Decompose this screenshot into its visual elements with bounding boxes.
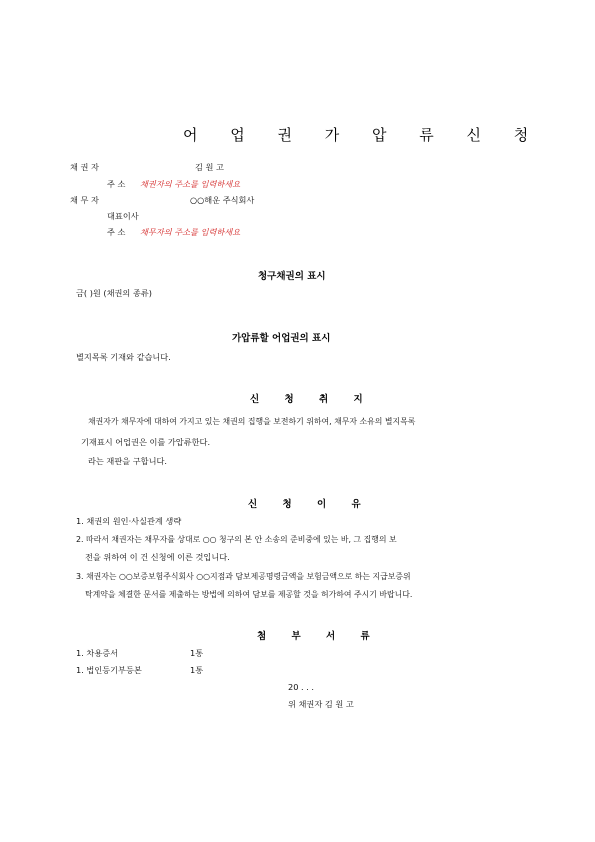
claim-heading: 청구채권의 표시 — [258, 271, 326, 282]
document-title: 어 업 권 가 압 류 신 청 — [183, 126, 543, 144]
creditor-name: 김 원 고 — [195, 162, 224, 172]
attachment-item-count: 1통 — [190, 665, 204, 675]
fishery-right-line: 별지목록 기재와 같습니다. — [76, 352, 171, 362]
debtor-representative-label: 대표이사 — [107, 211, 139, 221]
reason-item-2-line-1: 2. 따라서 채권자는 채무자를 상대로 ○○ 청구의 본 안 소송의 준비중에 있는 바, 그 집행의 보 — [76, 535, 397, 544]
attachments-heading: 첨 부 서 류 — [257, 631, 381, 642]
reasons-heading: 신 청 이 유 — [248, 499, 372, 510]
fishery-right-heading: 가압류할 어업권의 표시 — [232, 333, 331, 344]
signer-line: 위 채권자 김 원 고 — [288, 699, 354, 709]
debtor-label: 채 무 자 — [70, 195, 99, 205]
debtor-address-field[interactable]: 채무자의 주소를 입력하세요 — [140, 227, 241, 237]
reason-item-2-line-2: 전을 위하여 이 건 신청에 이른 것입니다. — [85, 552, 230, 562]
attachment-item-name: 1. 법인등기부등본 — [76, 665, 142, 675]
creditor-label: 채 권 자 — [70, 162, 99, 172]
reason-item-1: 1. 채권의 원인·사실관계 생략 — [76, 516, 182, 526]
creditor-address-label: 주 소 — [107, 179, 126, 189]
purpose-line-1: 채권자가 채무자에 대하여 가지고 있는 채권의 집행을 보전하기 위하여, 채무자 소유의 별지목록 — [88, 417, 416, 426]
purpose-line-2: 기재표시 어업권은 이를 가압류한다. — [81, 437, 211, 447]
purpose-line-3: 라는 재판을 구합니다. — [88, 456, 167, 466]
claim-amount-line: 금( )원 (채권의 종류) — [76, 288, 152, 298]
date-line: 20 . . . — [288, 682, 315, 692]
attachment-item-name: 1. 차용증서 — [76, 648, 119, 658]
reason-item-3-line-2: 탁계약을 체결한 문서를 제출하는 방법에 의하여 담보를 제공할 것을 허가하여 주시기 바랍니다. — [85, 590, 413, 599]
debtor-address-label: 주 소 — [107, 227, 126, 237]
reason-item-3-line-1: 3. 채권자는 ○○보증보험주식회사 ○○지점과 담보제공명령금액을 보험금액으로 하는 지급보증위 — [76, 572, 411, 581]
creditor-address-field[interactable]: 채권자의 주소를 입력하세요 — [140, 179, 241, 189]
attachment-item-count: 1통 — [190, 648, 204, 658]
purpose-heading: 신 청 취 지 — [250, 394, 374, 405]
debtor-name: ○○해운 주식회사 — [190, 195, 255, 205]
